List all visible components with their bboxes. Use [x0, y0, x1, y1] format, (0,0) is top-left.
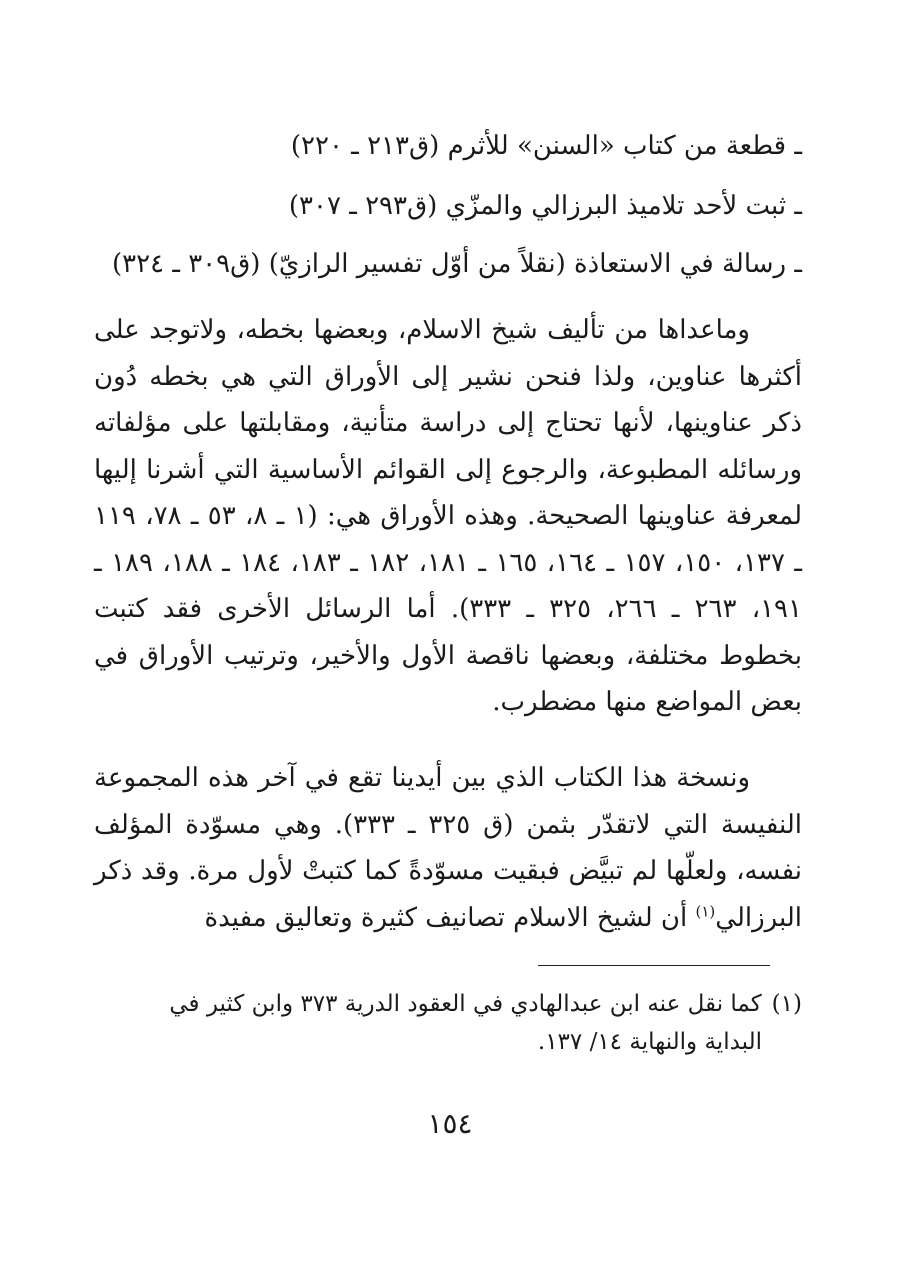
- paragraph-manuscript-contents: وماعداها من تأليف شيخ الاسلام، وبعضها بخطه، ولاتوجد على أكثرها عناوين، ولذا فنحن نشير إلى الأوراق التي هي بخطه دُون ذكر عناوينها، لأنها تحتاج إلى دراسة متأنية، ومقابلتها على مؤلفاته ورسائله المطبوعة، والرجوع إلى القوائم الأساسية التي أشرنا إليها لمعرفة عناوينها الصحيحة. وهذه الأوراق هي: (١ ـ ٨، ٥٣ ـ ٧٨، ١١٩ ـ ١٣٧، ١٥٠، ١٥٧ ـ ١٦٤، ١٦٥ ـ ١٨١، ١٨٢ ـ ١٨٣، ١٨٤ ـ ١٨٨، ١٨٩ ـ ١٩١، ٢٦٣ ـ ٢٦٦، ٣٢٥ ـ ٣٣٣). أما الرسائل الأخرى فقد كتبت بخطوط مختلفة، وبعضها ناقصة الأول والأخير، وترتيب الأوراق في بعض المواضع منها مضطرب.: [94, 315, 803, 717]
- paragraph-text: أن لشيخ الاسلام تصانيف كثيرة وتعاليق مفيدة: [204, 902, 696, 933]
- footnote-marker: (١): [695, 901, 716, 920]
- footnote-text: كما نقل عنه ابن عبدالهادي في العقود الدرية ٣٧٣ وابن كثير في: [169, 991, 762, 1017]
- list-item: ـ رسالة في الاستعاذة (نقلاً من أوّل تفسير الرازيّ) (ق٣٠٩ ـ ٣٢٤): [112, 249, 802, 279]
- footnote-divider: [538, 965, 770, 966]
- list-item: ـ قطعة من كتاب «السنن» للأثرم (ق٢١٣ ـ ٢٢٠): [290, 131, 802, 161]
- paragraph-text: ونسخة هذا الكتاب الذي بين أيدينا تقع في آخر هذه المجموعة النفيسة التي لاتقدّر بثمن (ق ٣٢٥ ـ ٣٣٣). وهي مسوّدة المؤلف نفسه، ولعلّها لم تبيَّض فبقيت مسوّدةً كما كتبتْ لأول مرة. وقد ذكر البرزالي: [94, 763, 802, 933]
- list-item: ـ ثبت لأحد تلاميذ البرزالي والمزّي (ق٢٩٣ ـ ٣٠٧): [288, 191, 802, 221]
- footnote-number: (١): [771, 991, 802, 1017]
- footnote-text: البداية والنهاية ١٤/ ١٣٧.: [537, 1029, 762, 1055]
- paragraph-manuscript-copy: [94, 755, 802, 941]
- footnote: [94, 985, 802, 1061]
- page-number: ١٥٤: [427, 1107, 473, 1140]
